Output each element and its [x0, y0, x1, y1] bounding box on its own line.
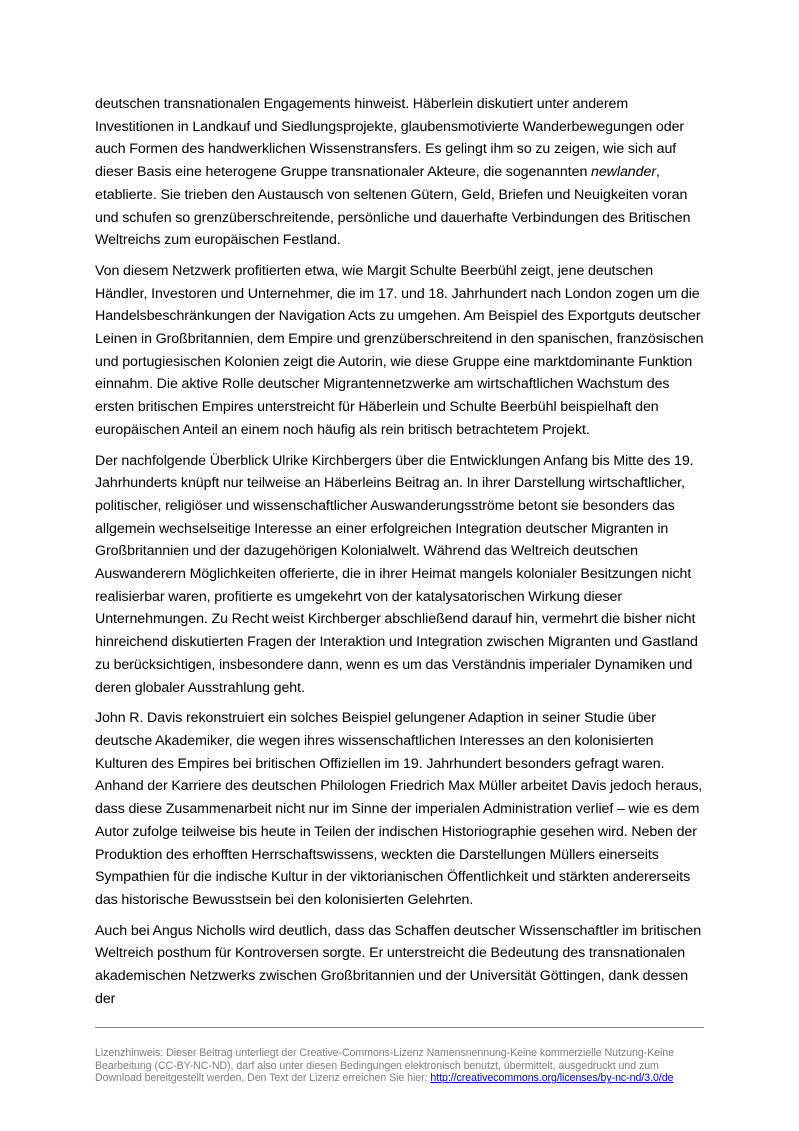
- license-notice: [95, 1047, 707, 1085]
- italic-term-newlander: newlander: [590, 164, 656, 181]
- footer-divider: [95, 1027, 704, 1028]
- article-body: [95, 93, 707, 1018]
- license-notice-text: Lizenzhinweis: Dieser Beitrag unterliegt der Creative-Commons-Lizenz Namensnennung-Keine kommerzielle Nutzung-Keine Bearbeitung (CC-BY-NC-ND), darf also unter diesen Bedingungen elektronisch benutzt, übermittelt, ausgedruckt und zum Download bereitgestellt werden. Den Text der Lizenz erreichen Sie hier:: [95, 1047, 674, 1085]
- paragraph-1-text-after: , etablierte. Sie trieben den Austausch von seltenen Gütern, Geld, Briefen und Neuigkeiten voran und schufen so grenzüberschreitende, persönliche und dauerhafte Verbindungen des Britischen Weltreichs zum europäischen Festland.: [95, 164, 691, 249]
- paragraph-1: [95, 93, 707, 252]
- paragraph-2: Von diesem Netzwerk profitierten etwa, wie Margit Schulte Beerbühl zeigt, jene deutschen Händler, Investoren und Unternehmer, die im 17. und 18. Jahrhundert nach London zogen um die Handelsbeschränkungen der Navigation Acts zu umgehen. Am Beispiel des Exportguts deutscher Leinen in Großbritannien, dem Empire und grenzüberschreitend in den spanischen, französischen und portugiesischen Kolonien zeigt die Autorin, wie diese Gruppe eine marktdominante Funktion einnahm. Die aktive Rolle deutscher Migrantennetzwerke am wirtschaftlichen Wachstum des ersten britischen Empires unterstreicht für Häberlein und Schulte Beerbühl beispielhaft den europäischen Anteil an einem noch häufig als rein britisch betrachtetem Projekt.: [95, 262, 704, 438]
- paragraph-5: Auch bei Angus Nicholls wird deutlich, dass das Schaffen deutscher Wissenschaftler im britischen Weltreich posthum für Kontroversen sorgte. Er unterstreicht die Bedeutung des transnationalen akademischen Netzwerks zwischen Großbritannien und der Universität Göttingen, dank dessen der: [95, 922, 702, 1007]
- paragraph-4: John R. Davis rekonstruiert ein solches Beispiel gelungener Adaption in seiner Studie über deutsche Akademiker, die wegen ihres wissenschaftlichen Interesses an den kolonisierten Kulturen des Empires bei britischen Offiziellen im 19. Jahrhundert besonders gefragt waren. Anhand der Karriere des deutschen Philologen Friedrich Max Müller arbeitet Davis jedoch heraus, dass diese Zusammenarbeit nicht nur im Sinne der imperialen Administration verlief – wie es dem Autor zufolge teilweise bis heute in Teilen der indischen Historiographie gesehen wird. Neben der Produktion des erhofften Herrschaftswissens, weckten die Darstellungen Müllers einerseits Sympathien für die indische Kultur in der viktorianischen Öffentlichkeit und stärkten andererseits das historische Bewusstsein bei den kolonisierten Gelehrten.: [95, 710, 703, 908]
- license-link[interactable]: http://creativecommons.org/licenses/by-nc-nd/3.0/de: [430, 1072, 674, 1085]
- paragraph-1-text: deutschen transnationalen Engagements hinweist. Häberlein diskutiert unter anderem Investitionen in Landkauf und Siedlungsprojekte, glaubensmotivierte Wanderbewegungen oder auch Formen des handwerklichen Wissenstransfers. Es gelingt ihm so zu zeigen, wie sich auf dieser Basis eine heterogene Gruppe transnationaler Akteure, die sogenannten: [95, 96, 685, 181]
- paragraph-3: Der nachfolgende Überblick Ulrike Kirchbergers über die Entwicklungen Anfang bis Mitte des 19. Jahrhunderts knüpft nur teilweise an Häberleins Beitrag an. In ihrer Darstellung wirtschaftlicher, politischer, religiöser und wissenschaftlicher Auswanderungsströme betont sie besonders das allgemein wechselseitige Interesse an einer erfolgreichen Integration deutscher Migranten in Großbritannien und der dazugehörigen Kolonialwelt. Während das Weltreich deutschen Auswanderern Möglichkeiten offerierte, die in ihrer Heimat mangels kolonialer Besitzungen nicht realisierbar waren, profitierte es umgekehrt von der katalysatorischen Wirkung dieser Unternehmungen. Zu Recht weist Kirchberger abschließend darauf hin, vermehrt die bisher nicht hinreichend diskutierten Fragen der Interaktion und Integration zwischen Migranten und Gastland zu berücksichtigen, insbesondere dann, wenn es um das Verständnis imperialer Dynamiken und deren globaler Ausstrahlung geht.: [95, 452, 698, 696]
